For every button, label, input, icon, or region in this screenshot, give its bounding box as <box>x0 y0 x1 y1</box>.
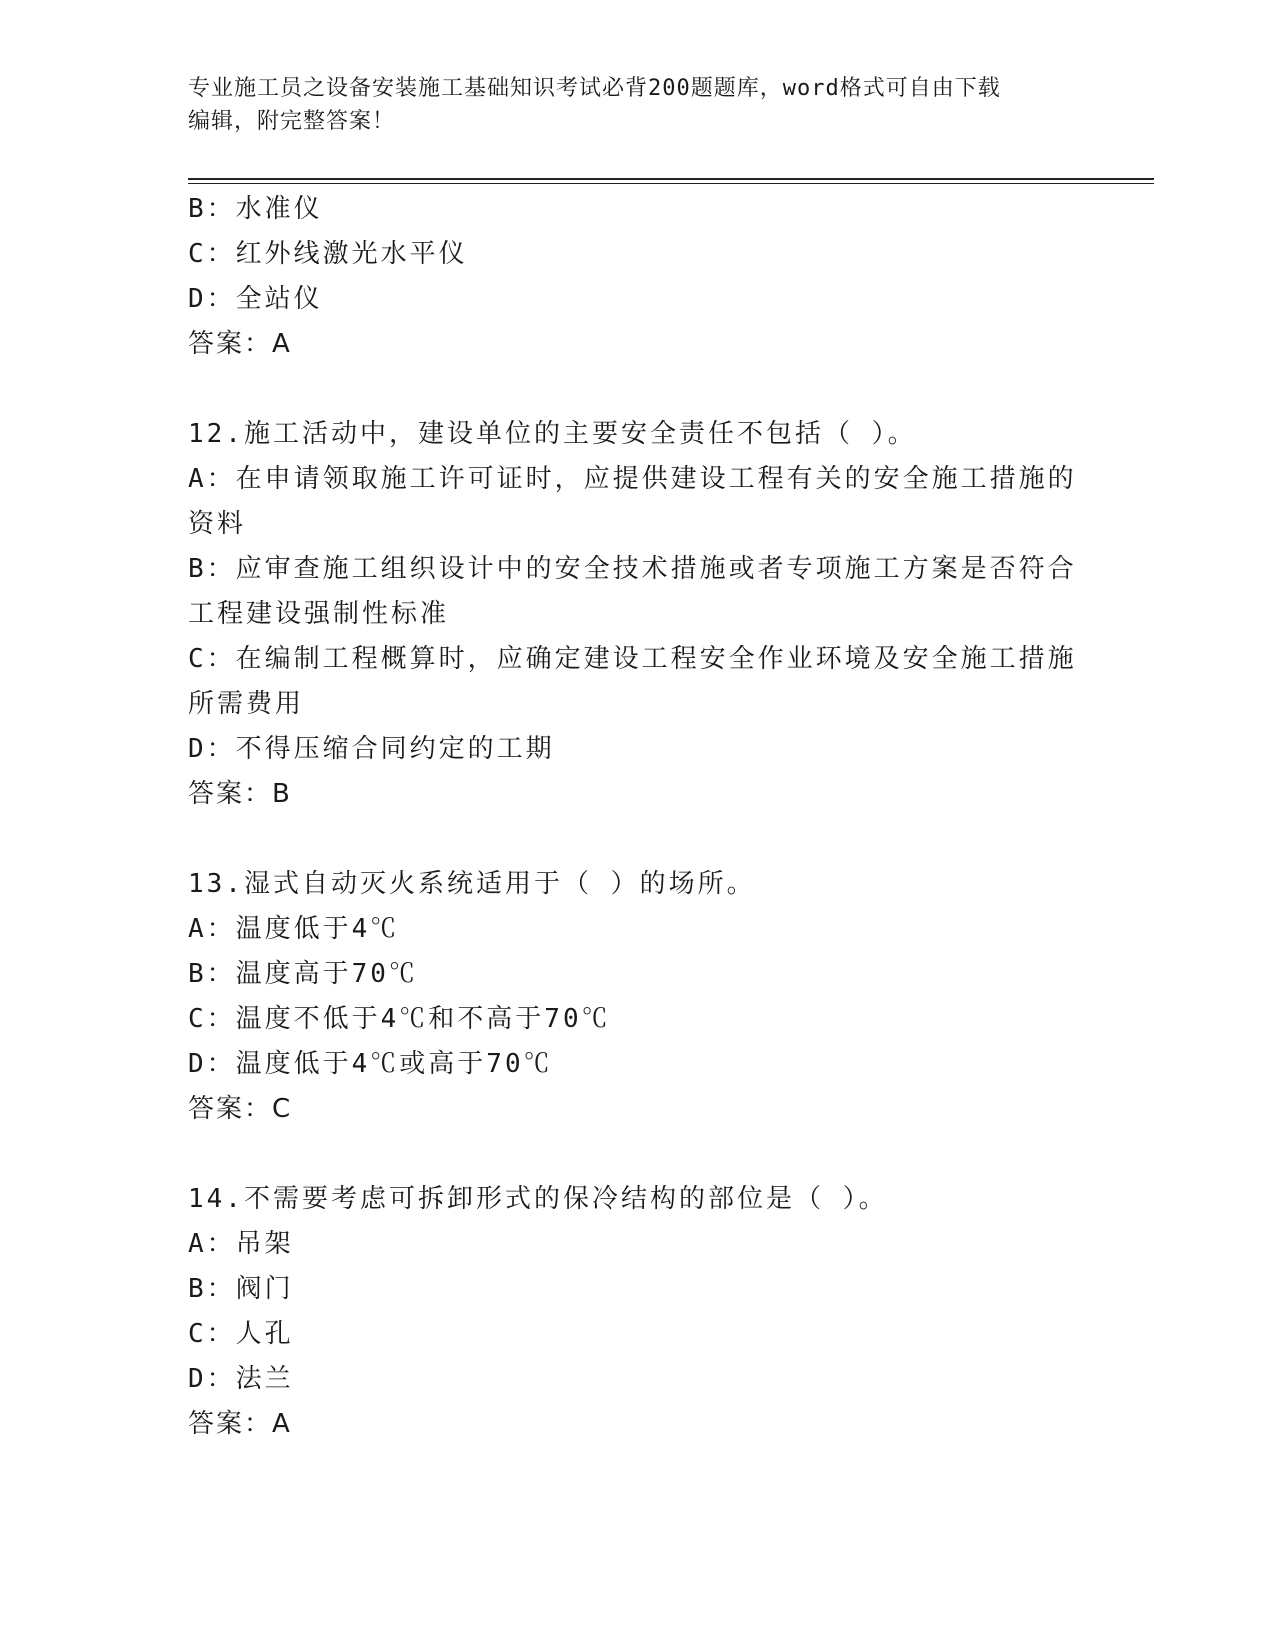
q12-option-d: D：不得压缩合同约定的工期 <box>188 734 555 764</box>
q12-option-a-line-2: 资料 <box>188 509 247 539</box>
q11-option-c: C：红外线激光水平仪 <box>188 239 468 269</box>
q12-option-b-line-2: 工程建设强制性标准 <box>188 599 450 629</box>
q11-option-b: B：水准仪 <box>188 194 323 224</box>
q14-answer: 答案：A <box>188 1409 292 1439</box>
q14-option-c: C：人孔 <box>188 1319 294 1349</box>
q13-option-c: C：温度不低于4℃和不高于70℃ <box>188 1004 611 1034</box>
q14-question: 14.不需要考虑可拆卸形式的保冷结构的部位是（ ）。 <box>188 1184 888 1214</box>
q13-option-b: B：温度高于70℃ <box>188 959 418 989</box>
q13-option-a: A：温度低于4℃ <box>188 914 400 944</box>
q12-option-a-line-1: A：在申请领取施工许可证时，应提供建设工程有关的安全施工措施的 <box>188 464 1077 494</box>
q13-option-d: D：温度低于4℃或高于70℃ <box>188 1049 553 1079</box>
q13-answer: 答案：C <box>188 1094 293 1124</box>
q14-option-b: B：阀门 <box>188 1274 294 1304</box>
q12-option-b-line-1: B：应审查施工组织设计中的安全技术措施或者专项施工方案是否符合 <box>188 554 1077 584</box>
q12-question: 12.施工活动中，建设单位的主要安全责任不包括（ ）。 <box>188 419 917 449</box>
header-title-line-1: 专业施工员之设备安装施工基础知识考试必背200题题库，word格式可自由下载 <box>188 76 1001 101</box>
header-divider-thin <box>188 183 1154 184</box>
q12-option-c-line-2: 所需费用 <box>188 689 305 719</box>
q12-answer: 答案：B <box>188 779 292 809</box>
q12-option-c-line-1: C：在编制工程概算时，应确定建设工程安全作业环境及安全施工措施 <box>188 644 1077 674</box>
header-divider-thick <box>188 178 1154 180</box>
document-header <box>188 72 1078 138</box>
q11-answer: 答案：A <box>188 329 292 359</box>
header-title-line-2: 编辑，附完整答案！ <box>188 109 396 134</box>
q14-option-d: D：法兰 <box>188 1364 294 1394</box>
q11-option-d: D：全站仪 <box>188 284 323 314</box>
q14-option-a: A：吊架 <box>188 1229 294 1259</box>
q13-question: 13.湿式自动灭火系统适用于（ ）的场所。 <box>188 869 756 899</box>
